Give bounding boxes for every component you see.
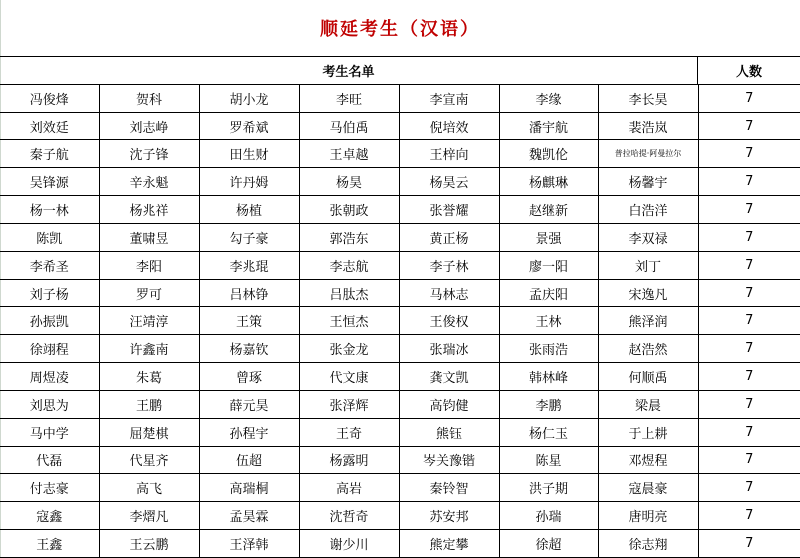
student-name-cell[interactable]: 李鹏 xyxy=(499,390,598,418)
student-name-cell[interactable]: 徐超 xyxy=(499,530,598,558)
count-cell[interactable]: 7 xyxy=(698,307,800,335)
student-name-cell[interactable]: 高钧健 xyxy=(399,390,499,418)
table-row xyxy=(0,418,800,446)
student-name-cell[interactable]: 周煜凌 xyxy=(0,363,99,391)
student-name-cell[interactable]: 熊定攀 xyxy=(399,530,499,558)
student-name-cell[interactable]: 董啸昱 xyxy=(99,223,199,251)
table-row xyxy=(0,502,800,530)
student-name-cell[interactable]: 郭浩东 xyxy=(299,223,399,251)
student-name-cell[interactable]: 薛元昊 xyxy=(199,390,299,418)
count-cell[interactable]: 7 xyxy=(698,335,800,363)
student-name-cell[interactable]: 梁晨 xyxy=(598,390,698,418)
student-name-cell[interactable]: 杨植 xyxy=(199,196,299,224)
student-name-cell[interactable]: 孟庆阳 xyxy=(499,279,598,307)
student-name-cell[interactable]: 张雨浩 xyxy=(499,335,598,363)
count-column-header[interactable]: 人数 xyxy=(735,65,762,80)
student-name-cell[interactable]: 伍超 xyxy=(199,446,299,474)
count-cell[interactable]: 7 xyxy=(698,390,800,418)
student-name-cell[interactable]: 王俊权 xyxy=(399,307,499,335)
student-name-cell[interactable]: 马伯禹 xyxy=(299,112,399,140)
table-row xyxy=(0,530,800,558)
table-row xyxy=(0,363,800,391)
table-row xyxy=(0,112,800,140)
student-name-cell[interactable]: 陈凯 xyxy=(0,223,99,251)
student-name-cell[interactable]: 高飞 xyxy=(99,474,199,502)
student-name-cell[interactable]: 韩林峰 xyxy=(499,363,598,391)
student-name-cell[interactable]: 杨兆祥 xyxy=(99,196,199,224)
student-name-cell[interactable]: 徐翊程 xyxy=(0,335,99,363)
student-name-cell[interactable]: 田生财 xyxy=(199,140,299,168)
student-name-cell[interactable]: 付志豪 xyxy=(0,474,99,502)
student-name-cell[interactable]: 杨麒琳 xyxy=(499,168,598,196)
student-name-cell[interactable]: 王云鹏 xyxy=(99,530,199,558)
student-name-cell[interactable]: 秦子航 xyxy=(0,140,99,168)
student-name-cell[interactable]: 许丹姆 xyxy=(199,168,299,196)
count-cell[interactable]: 7 xyxy=(698,196,800,224)
student-name-cell[interactable]: 白浩洋 xyxy=(598,196,698,224)
student-name-cell[interactable]: 罗希斌 xyxy=(199,112,299,140)
student-name-cell[interactable]: 洪子期 xyxy=(499,474,598,502)
student-name-cell[interactable]: 唐明亮 xyxy=(598,502,698,530)
student-name-cell[interactable]: 许鑫南 xyxy=(99,335,199,363)
table-row xyxy=(0,474,800,502)
student-name-cell[interactable]: 沈哲奇 xyxy=(299,502,399,530)
student-name-cell[interactable]: 吕林铮 xyxy=(199,279,299,307)
student-name-cell[interactable]: 代文康 xyxy=(299,363,399,391)
count-cell[interactable]: 7 xyxy=(698,223,800,251)
student-name-cell[interactable]: 孙程宇 xyxy=(199,418,299,446)
student-name-cell[interactable]: 孟昊霖 xyxy=(199,502,299,530)
student-name-cell[interactable]: 杨嘉钦 xyxy=(199,335,299,363)
student-name-cell[interactable]: 李缘 xyxy=(499,85,598,112)
student-name-cell[interactable]: 李希圣 xyxy=(0,251,99,279)
student-name-cell[interactable]: 龚文凯 xyxy=(399,363,499,391)
student-name-cell[interactable]: 杨一林 xyxy=(0,196,99,224)
student-name-cell[interactable]: 潘宇航 xyxy=(499,112,598,140)
student-name-cell[interactable]: 普拉哈提·阿曼拉尔 xyxy=(598,140,698,168)
student-name-cell[interactable]: 邓煜程 xyxy=(598,446,698,474)
student-name-cell[interactable]: 景强 xyxy=(499,223,598,251)
student-name-cell[interactable]: 于上耕 xyxy=(598,418,698,446)
count-cell[interactable]: 7 xyxy=(698,168,800,196)
student-name-cell[interactable]: 赵继新 xyxy=(499,196,598,224)
student-name-cell[interactable]: 裴浩岚 xyxy=(598,112,698,140)
student-name-cell[interactable]: 李子林 xyxy=(399,251,499,279)
student-name-cell[interactable]: 罗可 xyxy=(99,279,199,307)
student-name-cell[interactable]: 黄正杨 xyxy=(399,223,499,251)
student-name-cell[interactable]: 李阳 xyxy=(99,251,199,279)
student-name-cell[interactable]: 苏安邦 xyxy=(399,502,499,530)
student-name-cell[interactable]: 杨昊云 xyxy=(399,168,499,196)
student-name-cell[interactable]: 李熠凡 xyxy=(99,502,199,530)
student-name-cell[interactable]: 朱葛 xyxy=(99,363,199,391)
student-name-cell[interactable]: 李旺 xyxy=(299,85,399,112)
student-name-cell[interactable]: 屈楚棋 xyxy=(99,418,199,446)
table-row xyxy=(0,390,800,418)
student-name-cell[interactable]: 刘思为 xyxy=(0,390,99,418)
student-name-cell[interactable]: 李长昊 xyxy=(598,85,698,112)
student-name-cell[interactable]: 刘志峥 xyxy=(99,112,199,140)
student-name-cell[interactable]: 胡小龙 xyxy=(199,85,299,112)
student-name-cell[interactable]: 刘丁 xyxy=(598,251,698,279)
count-cell[interactable]: 7 xyxy=(698,530,800,558)
student-name-cell[interactable]: 徐志翔 xyxy=(598,530,698,558)
student-name-cell[interactable]: 王恒杰 xyxy=(299,307,399,335)
student-name-cell[interactable]: 刘子杨 xyxy=(0,279,99,307)
student-name-cell[interactable]: 汪靖淳 xyxy=(99,307,199,335)
count-cell[interactable]: 7 xyxy=(698,474,800,502)
student-name-cell[interactable]: 王奇 xyxy=(299,418,399,446)
student-name-cell[interactable]: 王鑫 xyxy=(0,530,99,558)
student-name-cell[interactable]: 贺科 xyxy=(99,85,199,112)
student-name-cell[interactable]: 张朝政 xyxy=(299,196,399,224)
table-row xyxy=(0,223,800,251)
student-name-cell[interactable]: 辛永魁 xyxy=(99,168,199,196)
student-name-cell[interactable]: 谢少川 xyxy=(299,530,399,558)
student-name-cell[interactable]: 熊钰 xyxy=(399,418,499,446)
student-name-cell[interactable]: 高岩 xyxy=(299,474,399,502)
student-name-cell[interactable]: 宋逸凡 xyxy=(598,279,698,307)
student-name-cell[interactable]: 魏凯伦 xyxy=(499,140,598,168)
count-cell[interactable]: 7 xyxy=(698,418,800,446)
student-name-cell[interactable]: 冯俊烽 xyxy=(0,85,99,112)
student-name-cell[interactable]: 李志航 xyxy=(299,251,399,279)
student-name-cell[interactable]: 马林志 xyxy=(399,279,499,307)
table-row xyxy=(0,85,800,112)
table-row xyxy=(0,168,800,196)
count-cell[interactable]: 7 xyxy=(698,446,800,474)
student-name-cell[interactable]: 王泽韩 xyxy=(199,530,299,558)
count-cell[interactable]: 7 xyxy=(698,140,800,168)
student-name-cell[interactable]: 廖一阳 xyxy=(499,251,598,279)
names-column-header[interactable]: 考生名单 xyxy=(0,57,698,84)
student-name-cell[interactable]: 刘效廷 xyxy=(0,112,99,140)
count-cell[interactable]: 7 xyxy=(698,251,800,279)
table-row xyxy=(0,335,800,363)
student-name-cell[interactable]: 倪培效 xyxy=(399,112,499,140)
page-title: 顺延考生（汉语） xyxy=(0,0,800,57)
count-cell[interactable]: 7 xyxy=(698,279,800,307)
student-name-cell[interactable]: 吴锋源 xyxy=(0,168,99,196)
student-name-cell[interactable]: 秦铃智 xyxy=(399,474,499,502)
student-name-cell[interactable]: 马中学 xyxy=(0,418,99,446)
student-name-cell[interactable]: 王林 xyxy=(499,307,598,335)
student-name-cell[interactable]: 杨馨宇 xyxy=(598,168,698,196)
student-name-cell[interactable]: 杨仁玉 xyxy=(499,418,598,446)
student-name-cell[interactable]: 李宣南 xyxy=(399,85,499,112)
student-name-cell[interactable]: 沈子锋 xyxy=(99,140,199,168)
student-name-cell[interactable]: 吕肽杰 xyxy=(299,279,399,307)
student-name-cell[interactable]: 陈星 xyxy=(499,446,598,474)
student-name-cell[interactable]: 张瑞冰 xyxy=(399,335,499,363)
count-cell[interactable]: 7 xyxy=(698,502,800,530)
student-name-cell[interactable]: 李兆琨 xyxy=(199,251,299,279)
table-row xyxy=(0,307,800,335)
student-table xyxy=(0,85,800,558)
table-row xyxy=(0,140,800,168)
table-row xyxy=(0,279,800,307)
student-name-cell[interactable]: 张誉耀 xyxy=(399,196,499,224)
student-name-cell[interactable]: 李双禄 xyxy=(598,223,698,251)
count-cell[interactable]: 7 xyxy=(698,112,800,140)
student-name-cell[interactable]: 代星齐 xyxy=(99,446,199,474)
student-name-cell[interactable]: 高瑞桐 xyxy=(199,474,299,502)
count-cell[interactable]: 7 xyxy=(698,363,800,391)
student-name-cell[interactable]: 王鹏 xyxy=(99,390,199,418)
student-name-cell[interactable]: 张泽辉 xyxy=(299,390,399,418)
student-name-cell[interactable]: 王卓越 xyxy=(299,140,399,168)
student-name-cell[interactable]: 何顺禹 xyxy=(598,363,698,391)
student-name-cell[interactable]: 岑关豫锴 xyxy=(399,446,499,474)
table-row xyxy=(0,446,800,474)
student-name-cell[interactable]: 杨露明 xyxy=(299,446,399,474)
student-name-cell[interactable]: 王梓向 xyxy=(399,140,499,168)
student-name-cell[interactable]: 王策 xyxy=(199,307,299,335)
student-name-cell[interactable]: 孙瑞 xyxy=(499,502,598,530)
table-row xyxy=(0,196,800,224)
student-name-cell[interactable]: 张金龙 xyxy=(299,335,399,363)
student-name-cell[interactable]: 曾琢 xyxy=(199,363,299,391)
student-name-cell[interactable]: 勾子豪 xyxy=(199,223,299,251)
student-name-cell[interactable]: 赵浩然 xyxy=(598,335,698,363)
student-name-cell[interactable]: 寇鑫 xyxy=(0,502,99,530)
student-name-cell[interactable]: 寇晨豪 xyxy=(598,474,698,502)
student-name-cell[interactable]: 熊泽润 xyxy=(598,307,698,335)
student-name-cell[interactable]: 孙振凯 xyxy=(0,307,99,335)
table-header-row xyxy=(0,57,800,85)
student-name-cell[interactable]: 代磊 xyxy=(0,446,99,474)
student-name-cell[interactable]: 杨昊 xyxy=(299,168,399,196)
table-row xyxy=(0,251,800,279)
count-cell[interactable]: 7 xyxy=(698,85,800,112)
